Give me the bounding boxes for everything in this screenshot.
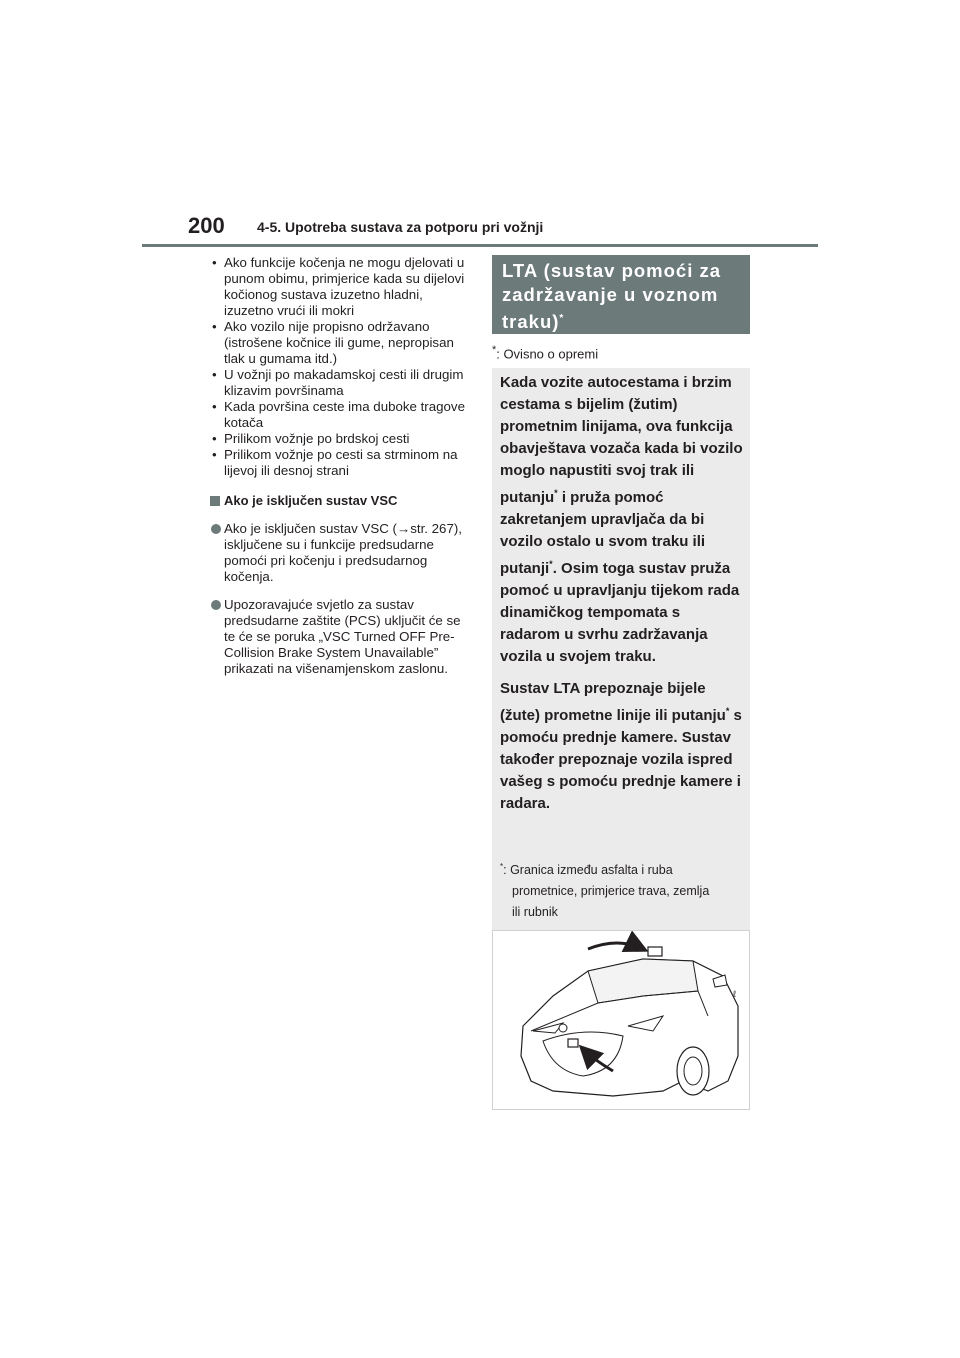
section-title: 4-5. Upotreba sustava za potporu pri vožnji — [257, 219, 544, 235]
vsc-note-2: Upozoravajuće svjetlo za sustav predsudarne zaštite (PCS) uključit će se te će se poruka „VSC Turned OFF Pre-Collision Brake System Unavailable” prikazati na višenamjenskom zaslonu. — [210, 597, 472, 677]
lta-description-panel — [492, 368, 750, 1110]
page-reference-link: str. 267), isključene su i funkcije predsudarne pomoći pri kočenju i predsudarnog kočenja. — [224, 521, 462, 584]
car-illustration — [492, 930, 750, 1110]
list-item: • Prilikom vožnje po cesti sa strminom na lijevoj ili desnoj strani — [212, 447, 458, 478]
lta-title: LTA (sustav pomoći za zadržavanje u voznom traku)* — [502, 260, 722, 333]
page-number: 200 — [188, 213, 225, 238]
list-item: • Ako vozilo nije propisno održavano (istrošene kočnice ili gume, nepropisan tlak u gumama itd.) — [212, 319, 454, 366]
description-paragraph-2: Sustav LTA prepoznaje bijele (žute) prometne linije ili putanju* s pomoću prednje kamere. Sustav također prepoznaje vozila ispred vašeg s pomoću prednje kamere i radara. — [500, 680, 742, 812]
condition-list — [210, 255, 472, 479]
list-item: • Ako funkcije kočenja ne mogu djelovati u punom obimu, primjerice kada su dijelovi kočionog sustava izuzetno hladni, izuzetno vrući ili mokri — [212, 255, 465, 318]
svg-text:ℓ: ℓ — [733, 989, 736, 999]
list-item: • Prilikom vožnje po brdskoj cesti — [212, 431, 410, 446]
list-item: • Kada površina ceste ima duboke tragove kotača — [212, 399, 465, 430]
arrow-icon: → — [396, 521, 411, 536]
lta-heading-box — [492, 255, 750, 334]
footnote: *: Granica između asfalta i ruba prometnice, primjerice trava, zemlja ili rubnik — [500, 862, 710, 920]
list-item: • U vožnji po makadamskoj cesti ili drugim klizavim površinama — [212, 367, 464, 398]
car-sensor-icon — [493, 931, 749, 1109]
vsc-note-1: Ako je isključen sustav VSC (→str. 267), isključene su i funkcije predsudarne pomoći pri kočenju i predsudarnog kočenja. — [210, 521, 472, 585]
square-bullet-icon — [210, 496, 220, 506]
left-column — [210, 255, 472, 677]
equipment-note: *: Ovisno o opremi — [492, 344, 599, 362]
description-paragraph-1: Kada vozite autocestama i brzim cestama s bijelim (žutim) prometnim linijama, ova funkcija obavještava vozača kada bi vozilo moglo napustiti svoj trak ili putanju* i pruža pomoć zakretanjem upravljača da bi vozilo ostalo u svom traku ili putanji*. Osim toga sustav pruža pomoć u upravljanju tijekom rada dinamičkog tempomata s radarom u svrhu zadržavanja vozila u svojem traku. — [500, 374, 743, 665]
lta-description — [500, 372, 744, 825]
page-header — [0, 0, 960, 250]
vsc-subheading: Ako je isključen sustav VSC — [210, 493, 472, 509]
circle-bullet-icon — [211, 600, 221, 610]
circle-bullet-icon — [211, 524, 221, 534]
header-divider — [142, 244, 818, 247]
